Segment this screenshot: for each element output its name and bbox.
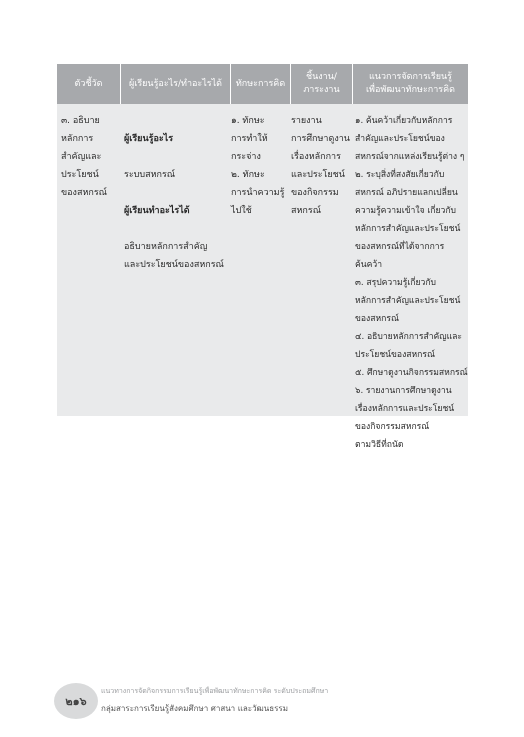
cell-approach: ๑. ค้นคว้าเกี่ยวกับหลักการ สำคัญและประโยชน์ของ สหกรณ์จากแหล่งเรียนรู้ต่าง ๆ ๒. ระบุสิ่งที่สงสัยเกี่ยวกับ สหกรณ์ อภิปรายแลกเปลี่ยน ความรู้ความเข้าใจ เกี่ยวกับ หลักการสำคัญและประโยชน์ ของสหกรณ์ที่ได้จากการค้นคว้า ๓. สรุปความรู้เกี่ยวกับ หลักการสำคัญและประโยชน์ ของสหกรณ์ ๔. อธิบายหลักการสำคัญและ ประโยชน์ของสหกรณ์ ๕. ศึกษาดูงานกิจกรรมสหกรณ์ ๖. รายงานการศึกษาดูงาน เรื่องหลักการและประโยชน์ ของกิจกรรมสหกรณ์ ตามวิธีที่ถนัด bbox=[355, 116, 468, 450]
header-indicator: ตัวชี้วัด bbox=[74, 78, 103, 89]
table-header bbox=[57, 64, 468, 104]
know-text: ระบบสหกรณ์ bbox=[124, 170, 176, 180]
footer-subject-group: กลุ่มสาระการเรียนรู้สังคมศึกษา ศาสนา และวัฒนธรรม bbox=[101, 704, 288, 713]
cell-indicator: ๓. อธิบาย หลักการ สำคัญและ ประโยชน์ ของสหกรณ์ bbox=[61, 116, 108, 198]
cell-work: รายงาน การศึกษาดูงาน เรื่องหลักการ และประโยชน์ ของกิจกรรม สหกรณ์ bbox=[291, 116, 350, 216]
cell-learning bbox=[124, 112, 230, 292]
header-thinking-skills: ทักษะการคิด bbox=[230, 64, 290, 104]
curriculum-table bbox=[57, 64, 468, 450]
know-label: ผู้เรียนรู้อะไร bbox=[124, 134, 174, 144]
do-text: อธิบายหลักการสำคัญ และประโยชน์ของสหกรณ์ bbox=[124, 242, 224, 270]
footer-book-title: แนวทางการจัดกิจกรรมการเรียนรู้เพื่อพัฒนาทักษะการคิด ระดับประถมศึกษา bbox=[101, 687, 329, 695]
header-work: ชิ้นงาน/ ภาระงาน bbox=[290, 64, 352, 104]
do-label: ผู้เรียนทำอะไรได้ bbox=[124, 206, 190, 216]
page-number: ๒๑๖ bbox=[54, 683, 98, 719]
cell-thinking-skills: ๑. ทักษะ การทำให้ กระจ่าง ๒. ทักษะ การนำความรู้ ไปใช้ bbox=[231, 116, 285, 216]
header-learning: ผู้เรียนรู้อะไร/ทำอะไรได้ bbox=[120, 64, 230, 104]
header-approach: แนวการจัดการเรียนรู้ เพื่อพัฒนาทักษะการคิด bbox=[352, 64, 468, 104]
